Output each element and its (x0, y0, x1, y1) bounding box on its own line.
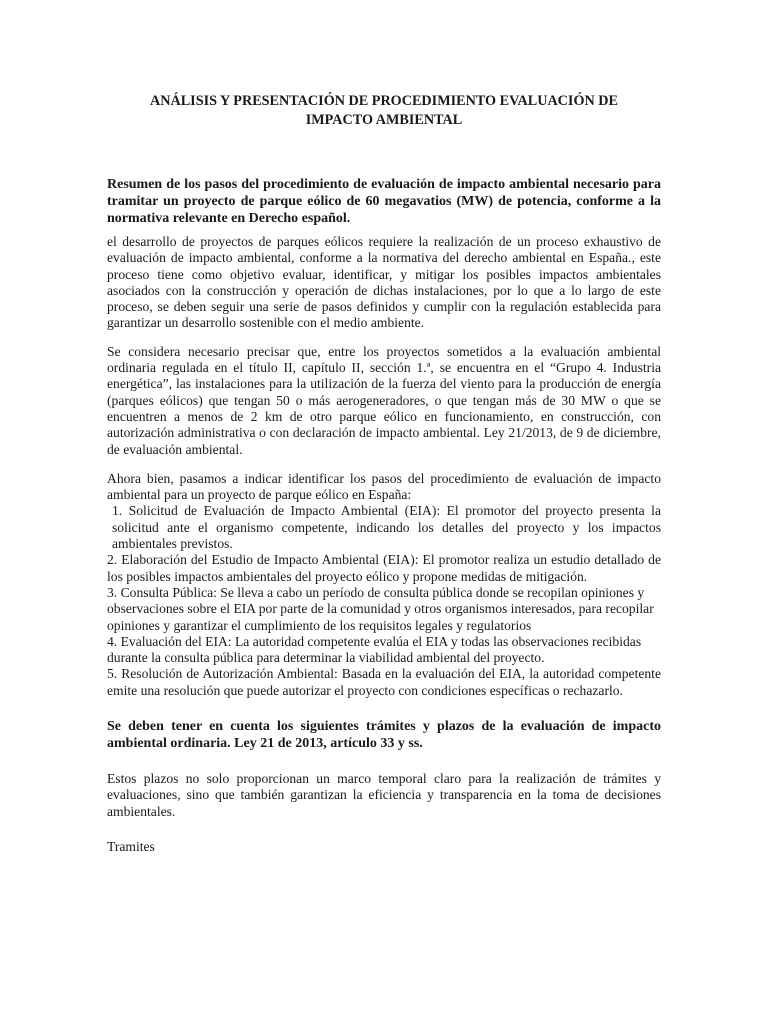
step-item: 2. Elaboración del Estudio de Impacto Ambiental (EIA): El promotor realiza un estudio detallado de los posibles impactos ambientales del proyecto eólico y propone medidas de mitigación. (107, 552, 661, 584)
step-item: 1. Solicitud de Evaluación de Impacto Ambiental (EIA): El promotor del proyecto presenta la solicitud ante el organismo competente, indicando los detalles del proyecto y los impactos ambientales previstos. (112, 503, 661, 552)
step-item: 5. Resolución de Autorización Ambiental: Basada en la evaluación del EIA, la autoridad competente emite una resolución que puede autorizar el proyecto con condiciones específicas o rechazarlo. (107, 666, 661, 698)
intro-paragraph: el desarrollo de proyectos de parques eólicos requiere la realización de un proceso exhaustivo de evaluación de impacto ambiental, conforme a la normativa del derecho ambiental en España., este proceso tiene como objetivo evaluar, identificar, y mitigar los posibles impactos ambientales asociados con la construcción y operación de dichas instalaciones, por lo que a lo largo de este proceso, se deben seguir una serie de pasos definidos y cumplir con la regulación establecida para garantizar un desarrollo sostenible con el medio ambiente. (107, 234, 661, 331)
summary-heading: Resumen de los pasos del procedimiento de evaluación de impacto ambiental necesario para tramitar un proyecto de parque eólico de 60 megavatios (MW) de potencia, conforme a la normativa relevante en Derecho español. (107, 177, 661, 226)
deadlines-heading: Se deben tener en cuenta los siguientes trámites y plazos de la evaluación de impacto ambiental ordinaria. Ley 21 de 2013, artículo 33 y ss. (107, 719, 661, 752)
document-title: ANÁLISIS Y PRESENTACIÓN DE PROCEDIMIENTO EVALUACIÓN DE IMPACTO AMBIENTAL (149, 93, 618, 128)
steps-intro-paragraph: Ahora bien, pasamos a indicar identificar los pasos del procedimiento de evaluación de impacto ambiental para un proyecto de parque eólico en España: (107, 470, 661, 503)
step-item: 3. Consulta Pública: Se lleva a cabo un período de consulta pública donde se recopilan opiniones y observaciones sobre el EIA por parte de la comunidad y otros organismos interesados, para recopilar opiniones y garantizar el cumplimiento de los requisitos legales y regulatorios (107, 584, 654, 633)
closing-paragraph: Estos plazos no solo proporcionan un marco temporal claro para la realización de trámites y evaluaciones, sino que también garantizan la eficiencia y transparencia en la toma de decisiones ambientales. (107, 771, 661, 819)
tramites-label: Tramites (107, 838, 155, 854)
step-item: 4. Evaluación del EIA: La autoridad competente evalúa el EIA y todas las observaciones recibidas durante la consulta pública para determinar la viabilidad ambiental del proyecto. (107, 633, 642, 666)
scope-paragraph: Se considera necesario precisar que, entre los proyectos sometidos a la evaluación ambiental ordinaria regulada en el título II, capítulo II, sección 1.ª, se encuentra en el “Grupo 4. Industria energética”, las instalaciones para la utilización de la fuerza del viento para la producción de energía (parques eólicos) que tengan 50 o más aerogeneradores, o que tengan más de 30 MW o que se encuentren a menos de 2 km de otro parque eólico en funcionamiento, en construcción, con autorización administrativa o con declaración de impacto ambiental. Ley 21/2013, de 9 de diciembre, de evaluación ambiental. (107, 343, 661, 457)
